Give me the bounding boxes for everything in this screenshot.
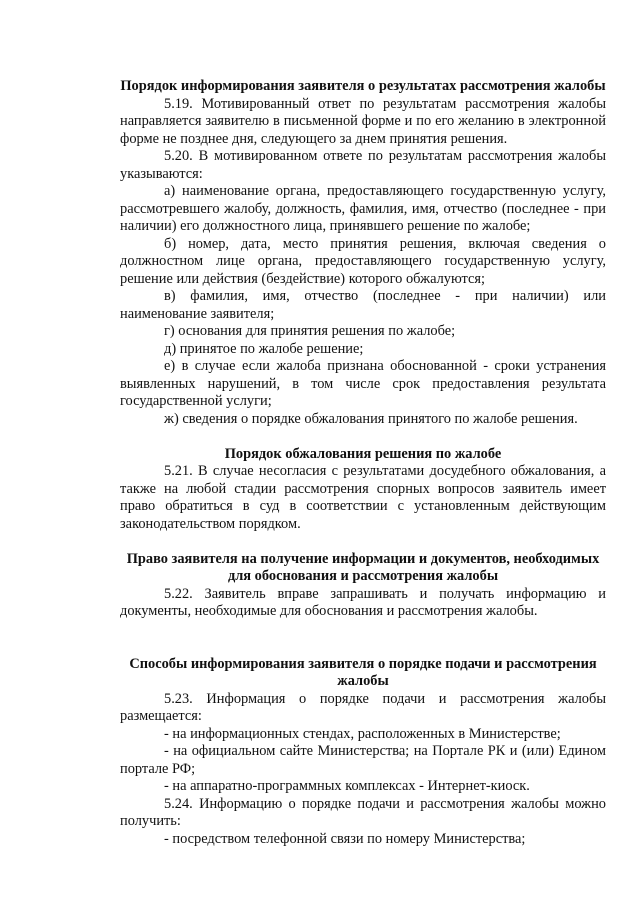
document-page	[120, 78, 606, 848]
paragraph: 5.19. Мотивированный ответ по результатам рассмотрения жалобы направляется заявителю в письменной форме и по его желанию в электронной форме не позднее дня, следующего за днем принятия решения.	[120, 95, 606, 147]
section-heading: Способы информирования заявителя о порядке подачи и рассмотрения жалобы	[129, 655, 597, 689]
section-heading: Порядок информирования заявителя о результатах рассмотрения жалобы	[120, 78, 606, 94]
spacer	[120, 428, 606, 446]
paragraph: - на официальном сайте Министерства; на Портале РК и (или) Едином портале РФ;	[120, 743, 606, 777]
section-appeal-procedure	[120, 446, 606, 534]
paragraph: 5.23. Информация о порядке подачи и рассмотрения жалобы размещается:	[120, 690, 606, 724]
paragraph: г) основания для принятия решения по жалобе;	[164, 323, 456, 339]
section-heading: Право заявителя на получение информации и документов, необходимых для обоснования и рассмотрения жалобы	[126, 550, 600, 584]
paragraph: 5.20. В мотивированном ответе по результатам рассмотрения жалобы указываются:	[120, 148, 606, 182]
section-right-to-information	[120, 551, 606, 621]
spacer	[120, 621, 606, 656]
paragraph: ж) сведения о порядке обжалования принятого по жалобе решения.	[164, 410, 578, 427]
paragraph: д) принятое по жалобе решение;	[164, 340, 364, 357]
section-informing-methods	[120, 656, 606, 849]
paragraph: а) наименование органа, предоставляющего государственную услугу, рассмотревшего жалобу, должность, фамилия, имя, отчество (последнее - при наличии) его должностного лица, принявшего решение по жалобе;	[120, 183, 606, 234]
paragraph: - на информационных стендах, расположенных в Министерстве;	[164, 725, 561, 742]
paragraph: 5.22. Заявитель вправе запрашивать и получать информацию и документы, необходимые для обоснования и рассмотрения жалобы.	[120, 585, 606, 619]
paragraph: 5.24. Информацию о порядке подачи и рассмотрения жалобы можно получить:	[120, 795, 606, 829]
spacer	[120, 533, 606, 551]
paragraph: 5.21. В случае несогласия с результатами досудебного обжалования, а также на любой стадии рассмотрения спорных вопросов заявитель имеет право обратиться в суд в соответствии с установленным действующим законодательством порядком.	[120, 463, 606, 532]
paragraph: е) в случае если жалоба признана обоснованной - сроки устранения выявленных нарушений, в том числе срок предоставления результата государственной услуги;	[120, 358, 606, 409]
section-informing-results	[120, 78, 606, 428]
section-heading: Порядок обжалования решения по жалобе	[224, 445, 502, 462]
paragraph: - на аппаратно-программных комплексах - Интернет-киоск.	[164, 778, 530, 794]
paragraph: б) номер, дата, место принятия решения, включая сведения о должностном лице органа, предоставляющего государственную услугу, решение или действия (бездействие) которого обжалуются;	[120, 235, 606, 287]
paragraph: - посредством телефонной связи по номеру Министерства;	[164, 830, 526, 847]
paragraph: в) фамилия, имя, отчество (последнее - при наличии) или наименование заявителя;	[120, 288, 606, 322]
